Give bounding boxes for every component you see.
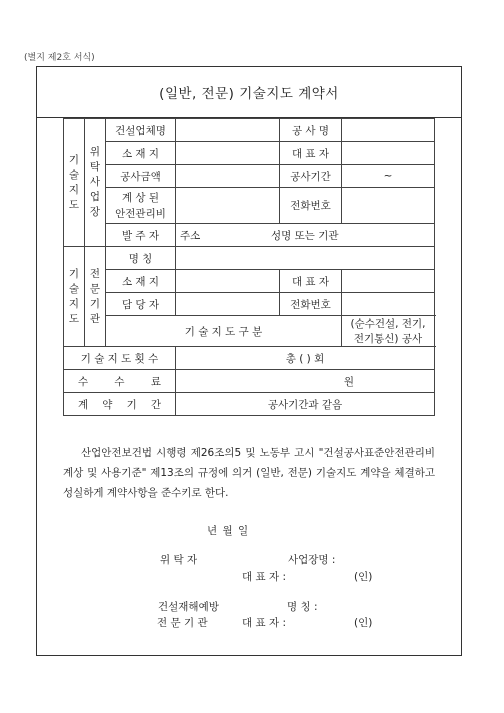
agency-rep-label: 대 표 자 <box>280 270 342 293</box>
contract-table <box>63 118 435 416</box>
document-title: (일반, 전문) 기술지도 계약서 <box>36 66 462 118</box>
period-field[interactable]: ~ <box>342 165 435 188</box>
fee-label-char: 료 <box>150 375 161 388</box>
project-name-label: 공 사 명 <box>280 119 342 142</box>
table-row <box>64 142 435 165</box>
agency-phone-label: 전화번호 <box>280 293 342 316</box>
orderer-label: 발 주 자 <box>106 224 176 247</box>
company-name-label: 건설업체명 <box>106 119 176 142</box>
contract-period-field[interactable]: 공사기간과 같음 <box>176 393 435 416</box>
safety-cost-label <box>106 188 176 224</box>
table-row <box>64 316 435 347</box>
agreement-paragraph: 산업안전보건법 시행령 제26조의5 및 노동부 고시 "건설공사표준안전관리비계상 및 사용기준" 제13조의 규정에 의거 (일반, 전문) 기술지도 계약을 체결하고 성실하게 계약사항을 준수키로 한다. <box>63 447 435 499</box>
representative-field[interactable] <box>342 142 435 165</box>
site-name-label: 사업장명 : <box>288 554 336 566</box>
table-row <box>64 188 435 224</box>
guidance-type-field[interactable]: (순수건설, 전기, 전기통신) 공사 <box>342 316 435 347</box>
agency-subsection-header <box>85 247 106 347</box>
table-row <box>64 370 435 393</box>
consigner-label: 위 탁 자 <box>160 554 198 566</box>
agency-name-label: 명 칭 <box>106 247 176 270</box>
rep-label-1: 대 표 자 : <box>242 571 286 583</box>
table-row <box>64 247 435 270</box>
orderer-field[interactable] <box>176 224 435 247</box>
date-line: 년 월 일 <box>207 525 249 537</box>
phone-field[interactable] <box>342 188 435 224</box>
address-label: 주소 <box>180 229 201 242</box>
location-field[interactable] <box>176 142 280 165</box>
table-row <box>64 165 435 188</box>
contract-period-label <box>64 393 176 416</box>
rep-label-2: 대 표 자 : <box>242 617 286 629</box>
agency-subsection-char: 기 <box>89 297 101 310</box>
safety-cost-label-line1: 계 상 된 <box>121 191 160 204</box>
safety-cost-field[interactable] <box>176 188 280 224</box>
agency-subsection-char: 관 <box>89 312 101 325</box>
fee-field[interactable]: 원 <box>176 370 435 393</box>
project-name-field[interactable] <box>342 119 435 142</box>
client-subsection-char: 탁 <box>89 161 101 173</box>
client-section-char: 지 <box>68 183 80 196</box>
agency-section-header <box>64 247 85 347</box>
agency-section-char: 지 <box>68 297 80 310</box>
client-section-char: 도 <box>68 198 80 211</box>
contract-label-char: 간 <box>150 398 161 411</box>
agency-phone-field[interactable] <box>342 293 435 316</box>
agency-location-field[interactable] <box>176 270 280 293</box>
amount-field[interactable] <box>176 165 280 188</box>
fee-label-char: 수 <box>78 375 89 388</box>
agency-subsection-char: 문 <box>89 282 101 295</box>
agency-subsection-char: 전 <box>89 267 101 280</box>
table-row <box>64 393 435 416</box>
form-number-label: (별지 제2호 서식) <box>24 53 95 63</box>
agency-label-1: 건설재해예방 <box>158 601 219 613</box>
agency-name-sign-label: 명 칭 : <box>287 601 318 613</box>
table-row <box>64 270 435 293</box>
agency-location-label: 소 재 지 <box>106 270 176 293</box>
location-label: 소 재 지 <box>106 142 176 165</box>
client-section-header <box>64 119 85 247</box>
client-subsection-char: 위 <box>89 146 101 158</box>
guidance-type-label: 기 술 지 도 구 분 <box>106 316 342 347</box>
phone-label: 전화번호 <box>280 188 342 224</box>
agency-rep-field[interactable] <box>342 270 435 293</box>
client-section-char: 기 <box>68 153 80 166</box>
amount-label: 공사금액 <box>106 165 176 188</box>
agency-section-char: 기 <box>68 267 80 280</box>
guidance-count-label: 기 술 지 도 횟 수 <box>64 347 176 370</box>
period-label: 공사기간 <box>280 165 342 188</box>
table-row <box>64 293 435 316</box>
table-row <box>64 224 435 247</box>
contact-person-label: 담 당 자 <box>106 293 176 316</box>
client-subsection-header <box>85 119 106 247</box>
company-name-field[interactable] <box>176 119 280 142</box>
table-row <box>64 347 435 370</box>
contract-label-char: 기 <box>126 398 137 411</box>
agency-label-2: 전 문 기 관 <box>157 617 208 629</box>
table-row <box>64 119 435 142</box>
contact-person-field[interactable] <box>176 293 280 316</box>
client-subsection-char: 사 <box>89 176 101 188</box>
contract-label-char: 계 <box>78 398 89 411</box>
seal-mark-2[interactable]: (인) <box>354 617 373 629</box>
fee-label <box>64 370 176 393</box>
agency-section-char: 술 <box>68 282 80 295</box>
representative-label: 대 표 자 <box>280 142 342 165</box>
agency-name-field[interactable] <box>176 247 435 270</box>
client-subsection-char: 장 <box>89 206 101 218</box>
client-section-char: 술 <box>68 168 80 181</box>
agency-section-char: 도 <box>68 312 80 325</box>
guidance-count-field[interactable]: 총 ( ) 회 <box>176 347 435 370</box>
client-subsection-char: 업 <box>89 191 101 203</box>
safety-cost-label-line2: 안전관리비 <box>115 207 166 220</box>
seal-mark-1[interactable]: (인) <box>354 571 373 583</box>
fee-label-char: 수 <box>114 375 125 388</box>
name-or-agency-label: 성명 또는 기관 <box>270 229 339 242</box>
contract-label-char: 약 <box>102 398 113 411</box>
